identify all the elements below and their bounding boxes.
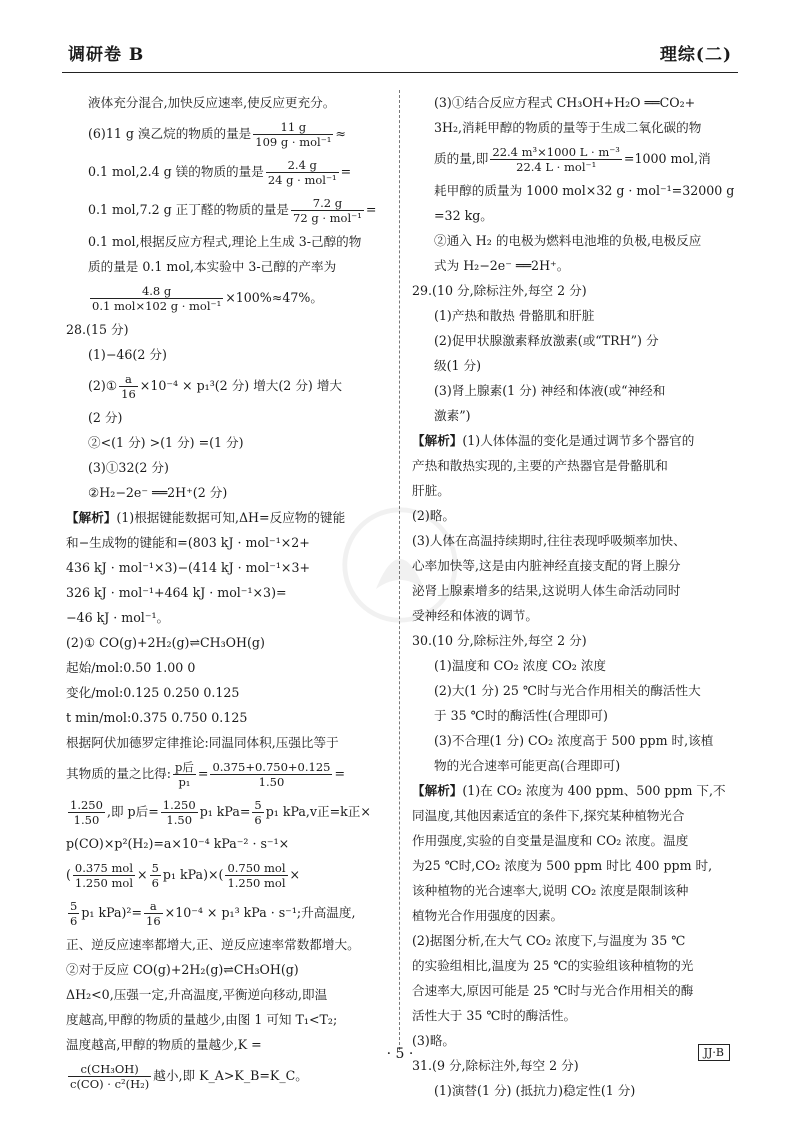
question-31-heading: 31.(9 分,除标注外,每空 2 分) <box>412 1058 579 1073</box>
formula-line: $\frac{\text{c(CH₃OH)}}{\text{c(CO) · c²(H₂)}}$ 越小,即 K_A>K_B=K_C。 <box>70 1062 308 1091</box>
analysis-line: 的实验组相比,温度为 25 ℃的实验组该种植物的光 <box>412 958 694 973</box>
left-column <box>66 90 386 1095</box>
analysis-line: ②对于反应 CO(g)+2H₂(g)⇌CH₃OH(g) <box>66 962 299 977</box>
question-28-heading: 28.(15 分) <box>66 322 129 337</box>
right-column <box>412 90 734 1103</box>
analysis-line: 肝脏。 <box>412 483 450 498</box>
answer-line: (3)①32(2 分) <box>88 460 169 475</box>
formula-line: ( $\frac{\text{0.375 mol}}{\text{1.250 mol}}$ × $\frac{5}{6}$ p₁ kPa)×( $\frac{\text{0.750 mol}}{\text{1.250 mol}}$ × <box>66 861 301 890</box>
fraction: $\frac{11 g}{\text{109 g · mol⁻¹}}$ <box>255 120 332 149</box>
analysis-line: 泌肾上腺素增多的结果,这说明人体生命活动同时 <box>412 583 681 598</box>
fraction: $\frac{\text{c(CH₃OH)}}{\text{c(CO) · c²(H₂)}}$ <box>70 1062 150 1091</box>
answer-line: 物的光合速率可能更高(合理即可) <box>434 758 621 773</box>
analysis-label: 【解析】 <box>412 783 463 798</box>
page-number: · 5 · <box>386 1046 414 1062</box>
text-line: =32 kg。 <box>434 208 493 223</box>
answer-line: ②H₂−2e⁻ ══2H⁺(2 分) <box>88 485 228 500</box>
analysis-line: 和−生成物的键能和=(803 kJ · mol⁻¹×2+ <box>66 535 310 550</box>
formula-line: $\frac{5}{6}$ p₁ kPa)²= $\frac{a}{16}$ ×10⁻⁴ × p₁³ kPa · s⁻¹;升高温度, <box>70 899 356 928</box>
analysis-line: 【解析】(1)根据键能数据可知,ΔH=反应物的键能 <box>66 510 346 525</box>
answer-line: (1)温度和 CO₂ 浓度 CO₂ 浓度 <box>434 658 607 673</box>
answer-line: (2)促甲状腺激素释放激素(或“TRH”) 分 <box>434 333 659 348</box>
answer-line: 激素”) <box>434 408 471 423</box>
text-line: ②通入 H₂ 的电极为燃料电池堆的负极,电极反应 <box>434 233 702 248</box>
text-line: 3H₂,消耗甲醇的物质的量等于生成二氧化碳的物 <box>434 120 702 135</box>
analysis-line: p(CO)×p²(H₂)=a×10⁻⁴ kPa⁻² · s⁻¹× <box>66 836 290 851</box>
analysis-line: 植物光合作用强度的因素。 <box>412 908 564 923</box>
analysis-label: 【解析】 <box>412 433 463 448</box>
formula-line: (6)11 g 溴乙烷的物质的量是 $\frac{11 g}{\text{109 g · mol⁻¹}}$ ≈ <box>88 120 346 149</box>
analysis-line: 该种植物的光合速率大,说明 CO₂ 浓度是限制该种 <box>412 883 689 898</box>
paper-series: 调研卷 B <box>68 45 145 65</box>
fraction: $\frac{2.4 g}{\text{24 g · mol⁻¹}}$ <box>267 158 337 187</box>
text-line: 质的量是 0.1 mol,本实验中 3-己醇的产率为 <box>88 259 337 274</box>
answer-line: (1)演替(1 分) (抵抗力)稳定性(1 分) <box>434 1083 636 1098</box>
answer-line: (2)① $\frac{a}{16}$ ×10⁻⁴ × p₁³(2 分) 增大(2 分) 增大 <box>88 372 343 401</box>
formula-line: 其物质的量之比得: $\frac{\text{p后}}{\text{p₁}}$ = $\frac{0.375+0.750+0.125}{1.50}$ = <box>66 760 346 789</box>
answer-line: (3)不合理(1 分) CO₂ 浓度高于 500 ppm 时,该植 <box>434 733 714 748</box>
paper-code-box: JJ·B <box>698 1044 730 1061</box>
analysis-line: (3)人体在高温持续期时,往往表现呼吸频率加快、 <box>412 533 686 548</box>
answer-line: (2 分) <box>88 410 123 425</box>
analysis-line: 温度越高,甲醇的物质的量越少,K = <box>66 1037 262 1052</box>
fraction: $\frac{\text{22.4 m³×1000 L · m⁻³}}{\text{22.4 L · mol⁻¹}}$ <box>492 145 620 174</box>
fraction: $\frac{\text{0.750 mol}}{\text{1.250 mol}}$ <box>227 861 286 890</box>
question-29-heading: 29.(10 分,除标注外,每空 2 分) <box>412 283 587 298</box>
fraction: $\frac{5}{6}$ <box>70 899 78 928</box>
answer-line: (2)大(1 分) 25 ℃时与光合作用相关的酶活性大 <box>434 683 701 698</box>
text-line: 0.1 mol,根据反应方程式,理论上生成 3-己醇的物 <box>88 234 362 249</box>
answer-line: ②<(1 分) >(1 分) =(1 分) <box>88 435 244 450</box>
fraction: $\frac{1.250}{1.50}$ <box>162 798 196 827</box>
paper-subject: 理综(二) <box>659 45 732 65</box>
formula-line: $\frac{4.8 g}{\text{0.1 mol×102 g · mol⁻¹}}$ ×100%≈47%。 <box>92 284 323 313</box>
formula-line: $\frac{1.250}{1.50}$ ,即 p后= $\frac{1.250}{1.50}$ p₁ kPa= $\frac{5}{6}$ p₁ kPa,v正=k正× <box>70 798 371 827</box>
table-row: 起始/mol:0.50 1.00 0 <box>66 660 196 675</box>
analysis-line: 436 kJ · mol⁻¹×3)−(414 kJ · mol⁻¹×3+ <box>66 560 311 575</box>
answer-line: (1)产热和散热 骨骼肌和肝脏 <box>434 308 595 323</box>
analysis-line: 活性大于 35 ℃时的酶活性。 <box>412 1008 577 1023</box>
fraction: $\frac{4.8 g}{\text{0.1 mol×102 g · mol⁻¹}}$ <box>92 284 222 313</box>
question-30-heading: 30.(10 分,除标注外,每空 2 分) <box>412 633 587 648</box>
fraction: $\frac{a}{16}$ <box>146 899 161 928</box>
analysis-label: 【解析】 <box>66 510 117 525</box>
analysis-line: 根据阿伏加德罗定律推论:同温同体积,压强比等于 <box>66 735 339 750</box>
fraction: $\frac{1.250}{1.50}$ <box>70 798 103 827</box>
header-rule <box>62 72 738 73</box>
equation-line: (2)① CO(g)+2H₂(g)⇌CH₃OH(g) <box>66 635 265 650</box>
analysis-line: 326 kJ · mol⁻¹+464 kJ · mol⁻¹×3)= <box>66 585 287 600</box>
analysis-line: (2)略。 <box>412 508 456 523</box>
analysis-line: 度越高,甲醇的物质的量越少,由图 1 可知 T₁<T₂; <box>66 1012 338 1027</box>
analysis-line: (2)据图分析,在大气 CO₂ 浓度下,与温度为 35 ℃ <box>412 933 686 948</box>
analysis-line: 同温度,其他因素适宜的条件下,探究某种植物光合 <box>412 808 685 823</box>
fraction: $\frac{5}{6}$ <box>254 798 262 827</box>
text-line: (3)①结合反应方程式 CH₃OH+H₂O ══CO₂+ <box>434 95 696 110</box>
text-line: 液体充分混合,加快反应速率,使反应更充分。 <box>88 95 336 110</box>
text-line: 式为 H₂−2e⁻ ══2H⁺。 <box>434 258 570 273</box>
answer-line: 级(1 分) <box>434 358 482 373</box>
fraction: $\frac{5}{6}$ <box>151 861 159 890</box>
analysis-line: 产热和散热实现的,主要的产热器官是骨骼肌和 <box>412 458 668 473</box>
fraction: $\frac{\text{0.375 mol}}{\text{1.250 mol}}$ <box>74 861 134 890</box>
analysis-line: −46 kJ · mol⁻¹。 <box>66 610 170 625</box>
formula-line: 质的量,即 $\frac{\text{22.4 m³×1000 L · m⁻³}}{\text{22.4 L · mol⁻¹}}$ =1000 mol,消 <box>434 145 711 174</box>
formula-line: 0.1 mol,7.2 g 正丁醛的物质的量是 $\frac{7.2 g}{\text{72 g · mol⁻¹}}$ = <box>88 196 377 225</box>
fraction: $\frac{7.2 g}{\text{72 g · mol⁻¹}}$ <box>293 196 362 225</box>
fraction: $\frac{a}{16}$ <box>121 372 136 401</box>
analysis-line: 正、逆反应速率都增大,正、逆反应速率常数都增大。 <box>66 937 360 952</box>
analysis-line: (3)略。 <box>412 1033 456 1048</box>
analysis-line: 为25 ℃时,CO₂ 浓度为 500 ppm 时比 400 ppm 时, <box>412 858 713 873</box>
formula-line: 0.1 mol,2.4 g 镁的物质的量是 $\frac{2.4 g}{\text{24 g · mol⁻¹}}$ = <box>88 158 352 187</box>
answer-line: (1)−46(2 分) <box>88 347 167 362</box>
answer-line: (3)肾上腺素(1 分) 神经和体液(或“神经和 <box>434 383 666 398</box>
analysis-line: 作用强度,实验的自变量是温度和 CO₂ 浓度。温度 <box>412 833 689 848</box>
analysis-line: 合速率大,原因可能是 25 ℃时与光合作用相关的酶 <box>412 983 694 998</box>
fraction: $\frac{\text{p后}}{\text{p₁}}$ <box>175 760 194 789</box>
answer-line: 于 35 ℃时的酶活性(合理即可) <box>434 708 608 723</box>
fraction: $\frac{0.375+0.750+0.125}{1.50}$ <box>212 760 331 789</box>
analysis-line: 心率加快等,这是由内脏神经直接支配的肾上腺分 <box>412 558 681 573</box>
text-line: 耗甲醇的质量为 1000 mol×32 g · mol⁻¹=32000 g <box>434 183 735 198</box>
analysis-line: ΔH₂<0,压强一定,升高温度,平衡逆向移动,即温 <box>66 987 328 1002</box>
analysis-line: 【解析】(1)在 CO₂ 浓度为 400 ppm、500 ppm 下,不 <box>412 783 726 798</box>
table-row: 变化/mol:0.125 0.250 0.125 <box>66 685 240 700</box>
analysis-line: 【解析】(1)人体体温的变化是通过调节多个器官的 <box>412 433 695 448</box>
analysis-line: 受神经和体液的调节。 <box>412 608 538 623</box>
table-row: t min/mol:0.375 0.750 0.125 <box>66 710 248 725</box>
